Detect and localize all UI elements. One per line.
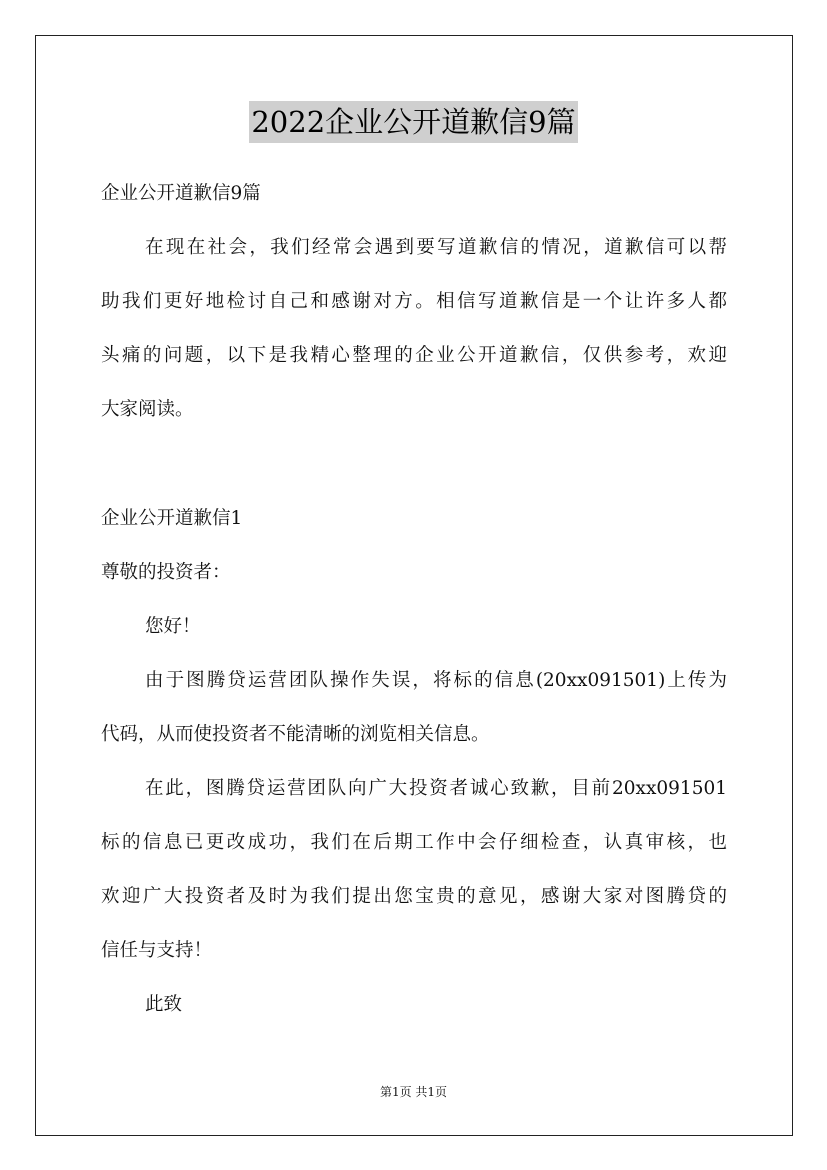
section-heading: 企业公开道歉信1 xyxy=(101,508,243,529)
salutation: 尊敬的投资者： xyxy=(101,562,231,583)
page-footer: 第1页 共1页 xyxy=(379,1085,448,1099)
body-line: 在此，图腾贷运营团队向广大投资者诚心致歉，目前20xx091501 xyxy=(145,778,727,799)
body-line: 信任与支持！ xyxy=(101,940,213,961)
intro-line: 在现在社会，我们经常会遇到要写道歉信的情况，道歉信可以帮 xyxy=(145,237,727,258)
intro-line: 助我们更好地检讨自己和感谢对方。相信写道歉信是一个让许多人都 xyxy=(101,291,727,312)
body-line: 欢迎广大投资者及时为我们提出您宝贵的意见，感谢大家对图腾贷的 xyxy=(101,886,727,907)
greeting: 您好！ xyxy=(145,616,201,637)
title-container xyxy=(0,101,827,143)
closing: 此致 xyxy=(145,994,183,1015)
intro-line: 头痛的问题，以下是我精心整理的企业公开道歉信，仅供参考，欢迎 xyxy=(101,345,727,366)
intro-line: 大家阅读。 xyxy=(101,399,194,420)
body-line: 由于图腾贷运营团队操作失误，将标的信息(20xx091501)上传为 xyxy=(145,670,727,691)
body-line: 标的信息已更改成功，我们在后期工作中会仔细检查，认真审核，也 xyxy=(101,832,727,853)
document-title: 2022企业公开道歉信9篇 xyxy=(249,101,577,143)
body-line: 代码，从而使投资者不能清晰的浏览相关信息。 xyxy=(101,724,490,745)
subtitle: 企业公开道歉信9篇 xyxy=(101,183,261,204)
